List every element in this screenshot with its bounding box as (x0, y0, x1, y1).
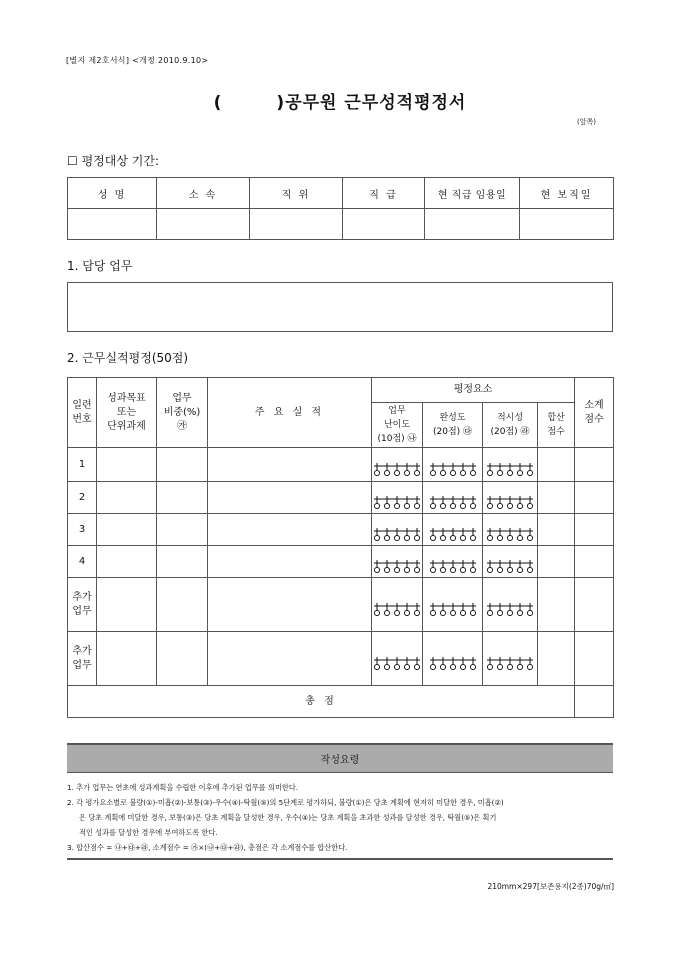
table-row (68, 482, 614, 514)
guide-line: 은 당초 계획에 미달한 경우, 보통(③)은 당초 계획을 달성한 경우, 우수(④)는 당초 계획을 초과한 성과를 달성한 경우, 탁월(⑤)은 획기 (79, 813, 497, 822)
rating-scale-icon (429, 560, 477, 573)
header-sum-score: 합산 점수 (538, 403, 575, 448)
results-field[interactable] (208, 514, 372, 546)
sum-score-field[interactable] (538, 578, 575, 632)
assigned-date-field[interactable] (520, 209, 614, 240)
section-duties-title: 1. 담당 업무 (67, 259, 133, 273)
name-field[interactable] (68, 209, 157, 240)
rating-scale-icon (486, 560, 534, 573)
rating-scale-icon (429, 463, 477, 476)
weight-field[interactable] (157, 546, 208, 578)
rating-scale-icon (373, 657, 421, 670)
page-side-note: (앞쪽) (577, 118, 596, 126)
duties-field[interactable] (67, 282, 613, 332)
difficulty-rating[interactable] (372, 578, 423, 632)
goal-field[interactable] (97, 632, 157, 686)
row-serial: 3 (68, 514, 97, 546)
rating-scale-icon (373, 528, 421, 541)
sum-score-field[interactable] (538, 514, 575, 546)
difficulty-rating[interactable] (372, 546, 423, 578)
table-row (68, 578, 614, 632)
row-serial: 1 (68, 448, 97, 482)
completeness-rating[interactable] (423, 632, 483, 686)
difficulty-rating[interactable] (372, 482, 423, 514)
goal-field[interactable] (97, 448, 157, 482)
title-text: 공무원 근무성적평정서 (285, 93, 467, 113)
completeness-rating[interactable] (423, 578, 483, 632)
sum-score-field[interactable] (538, 448, 575, 482)
guide-notes (67, 780, 613, 855)
header-subtotal: 소계 점수 (575, 378, 614, 448)
rating-scale-icon (429, 528, 477, 541)
goal-field[interactable] (97, 546, 157, 578)
grade-field[interactable] (343, 209, 425, 240)
difficulty-rating[interactable] (372, 632, 423, 686)
subtotal-field[interactable] (575, 578, 614, 632)
title-open-paren: ( (213, 93, 223, 113)
divider (67, 858, 613, 860)
row-serial: 2 (68, 482, 97, 514)
period-text: 평정대상 기간: (81, 154, 160, 168)
table-row (68, 546, 614, 578)
header-weight: 업무 비중(%) ㉮ (157, 378, 208, 448)
total-label: 총 점 (68, 686, 575, 718)
weight-field[interactable] (157, 448, 208, 482)
results-field[interactable] (208, 632, 372, 686)
rating-scale-icon (486, 463, 534, 476)
rating-scale-icon (486, 496, 534, 509)
timeliness-rating[interactable] (483, 578, 538, 632)
sum-score-field[interactable] (538, 482, 575, 514)
rating-scale-icon (373, 603, 421, 616)
header-serial: 일련 번호 (68, 378, 97, 448)
header-assigned: 현 보직일 (520, 178, 614, 209)
sum-score-field[interactable] (538, 546, 575, 578)
header-results: 주 요 실 적 (208, 378, 372, 448)
header-appointed: 현 직급 임용일 (425, 178, 520, 209)
timeliness-rating[interactable] (483, 632, 538, 686)
appointed-date-field[interactable] (425, 209, 520, 240)
row-serial: 4 (68, 546, 97, 578)
rating-scale-icon (429, 496, 477, 509)
rating-scale-icon (373, 496, 421, 509)
goal-field[interactable] (97, 482, 157, 514)
header-dept: 소 속 (157, 178, 250, 209)
results-field[interactable] (208, 448, 372, 482)
table-row (68, 632, 614, 686)
weight-field[interactable] (157, 578, 208, 632)
header-timeliness: 적시성 (20점) ㉱ (483, 403, 538, 448)
rating-scale-icon (429, 603, 477, 616)
header-goal: 성과목표 또는 단위과제 (97, 378, 157, 448)
timeliness-rating[interactable] (483, 546, 538, 578)
timeliness-rating[interactable] (483, 514, 538, 546)
guide-line: 적인 성과를 달성한 경우에 부여하도록 한다. (79, 828, 218, 837)
subtotal-field[interactable] (575, 448, 614, 482)
form-reference: [별지 제2호서식] <개정 2010.9.10> (66, 56, 209, 65)
header-completeness: 완성도 (20점) ㉰ (423, 403, 483, 448)
performance-table (67, 377, 614, 718)
row-serial: 추가 업무 (68, 578, 97, 632)
timeliness-rating[interactable] (483, 448, 538, 482)
timeliness-rating[interactable] (483, 482, 538, 514)
title-close-paren: ) (276, 93, 286, 113)
goal-field[interactable] (97, 578, 157, 632)
row-serial: 추가 업무 (68, 632, 97, 686)
completeness-rating[interactable] (423, 514, 483, 546)
header-elements: 평정요소 (372, 378, 575, 403)
guide-line: 2. 각 평가요소별로 불량(①)-미흡(②)-보통(③)-우수(④)-탁월(⑤)의 5단계로 평가하되, 불량(①)은 당초 계획에 현저히 미달한 경우, 미흡(②) (67, 798, 504, 807)
period-label (67, 152, 159, 169)
position-field[interactable] (250, 209, 343, 240)
weight-field[interactable] (157, 632, 208, 686)
completeness-rating[interactable] (423, 546, 483, 578)
rating-scale-icon (429, 657, 477, 670)
guide-heading: 작성요령 (67, 743, 613, 773)
section-performance-title: 2. 근무실적평정(50점) (67, 351, 189, 365)
rating-scale-icon (373, 463, 421, 476)
guide-line: 3. 합산점수 = ㉯+㉰+㉱, 소계점수 = ㉮×(㉯+㉰+㉱), 총점은 각 소계점수를 합산한다. (67, 843, 348, 852)
sum-score-field[interactable] (538, 632, 575, 686)
guide-line: 1. 추가 업무는 연초에 성과계획을 수립한 이후에 추가된 업무를 의미한다. (67, 783, 299, 792)
rating-scale-icon (486, 528, 534, 541)
header-grade: 직 급 (343, 178, 425, 209)
checkbox-icon: ☐ (67, 154, 78, 168)
completeness-rating[interactable] (423, 448, 483, 482)
difficulty-rating[interactable] (372, 448, 423, 482)
table-row (68, 448, 614, 482)
table-row (68, 514, 614, 546)
personal-info-table (67, 177, 614, 240)
results-field[interactable] (208, 578, 372, 632)
weight-field[interactable] (157, 514, 208, 546)
dept-field[interactable] (157, 209, 250, 240)
subtotal-field[interactable] (575, 482, 614, 514)
difficulty-rating[interactable] (372, 514, 423, 546)
header-difficulty: 업무 난이도 (10점) ㉯ (372, 403, 423, 448)
subtotal-field[interactable] (575, 546, 614, 578)
subtotal-field[interactable] (575, 514, 614, 546)
page-title (0, 88, 680, 113)
results-field[interactable] (208, 482, 372, 514)
header-name: 성 명 (68, 178, 157, 209)
goal-field[interactable] (97, 514, 157, 546)
weight-field[interactable] (157, 482, 208, 514)
header-position: 직 위 (250, 178, 343, 209)
paper-spec: 210mm×297[보존용지(2종)70g/㎡] (487, 882, 614, 891)
rating-scale-icon (486, 657, 534, 670)
results-field[interactable] (208, 546, 372, 578)
rating-scale-icon (486, 603, 534, 616)
total-score-field[interactable] (575, 686, 614, 718)
rating-scale-icon (373, 560, 421, 573)
completeness-rating[interactable] (423, 482, 483, 514)
subtotal-field[interactable] (575, 632, 614, 686)
